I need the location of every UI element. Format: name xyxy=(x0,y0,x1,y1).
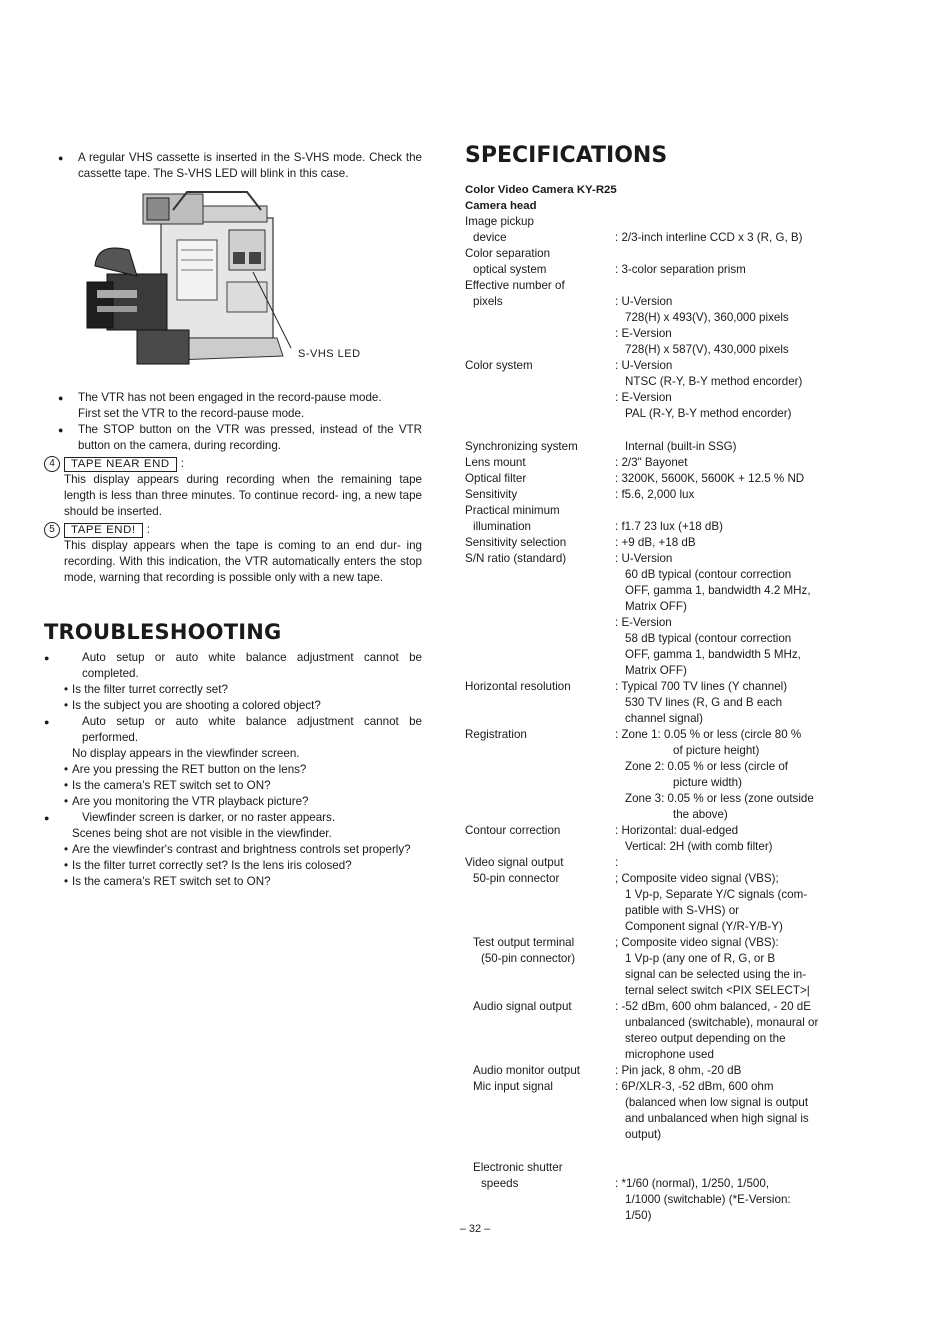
spec-row-color-system: Color system : U-Version NTSC (R-Y, B-Y method encorder) : E-Version PAL (R-Y, B-Y method encorder) xyxy=(465,359,803,420)
spec-row-min-illumination: Practical minimum illumination : f1.7 23 lux (+18 dB) xyxy=(465,504,723,533)
spec-row-contour-correction: Contour correction : Horizontal: dual-edged Vertical: 2H (with comb filter) xyxy=(465,824,773,853)
tape-near-end-box: TAPE NEAR END xyxy=(64,457,177,472)
spec-row-electronic-shutter: Electronic shutter speeds : *1/60 (normal), 1/250, 1/500, 1/1000 (switchable) (*E-Version: 1/50) xyxy=(473,1161,791,1222)
spec-row-color-separation: Color separation optical system : 3-color separation prism xyxy=(465,247,746,276)
spec-section: Camera head xyxy=(465,200,537,212)
spec-row-sync-system: Synchronizing system Internal (built-in SSG) xyxy=(465,440,737,453)
spec-row-mic-input: Mic input signal : 6P/XLR-3, -52 dBm, 600 ohm (balanced when low signal is output and unbalanced when high signal is output) xyxy=(473,1080,809,1141)
trouble-item-3-checks xyxy=(44,842,422,890)
left-column xyxy=(44,150,422,890)
check-item: • Is the camera's RET switch set to ON? xyxy=(64,874,422,890)
check-item: • Are the viewfinder's contrast and brightness controls set properly? xyxy=(64,842,422,858)
trouble-item-3-note: Scenes being shot are not visible in the viewfinder. xyxy=(72,827,332,840)
trouble-item-2-note: No display appears in the viewfinder screen. xyxy=(72,747,300,760)
spec-row-sensitivity: Sensitivity : f5.6, 2,000 lux xyxy=(465,488,695,501)
spec-row-lens-mount: Lens mount : 2/3" Bayonet xyxy=(465,456,688,469)
spec-row-optical-filter: Optical filter : 3200K, 5600K, 5600K + 12.5 % ND xyxy=(465,472,805,485)
spec-row-sensitivity-selection: Sensitivity selection : +9 dB, +18 dB xyxy=(465,536,696,549)
bullet-vtr-not-engaged: ● The VTR has not been engaged in the record-pause mode. xyxy=(44,390,422,406)
check-item: • Are you monitoring the VTR playback picture? xyxy=(64,794,422,810)
spec-row-sn-ratio: S/N ratio (standard) : U-Version 60 dB typical (contour correction OFF, gamma 1, bandwidth 4.2 MHz, Matrix OFF) : E-Version 58 dB typical (contour correction OFF, gamma 1, bandwidth 5 MHz, Matrix OFF) xyxy=(465,552,811,677)
display-tape-end-heading: 5 TAPE END! : xyxy=(44,522,422,538)
check-item: • Is the subject you are shooting a colored object? xyxy=(64,698,422,714)
check-item: • Is the filter turret correctly set? xyxy=(64,682,422,698)
check-item: • Are you pressing the RET button on the lens? xyxy=(64,762,422,778)
spec-row-audio-output: Audio signal output : -52 dBm, 600 ohm balanced, - 20 dE unbalanced (switchable), monaural or stereo output depending on the microphone used xyxy=(473,1000,819,1061)
spec-row-test-output: Test output terminal (50-pin connector) ; Composite video signal (VBS): 1 Vp-p (any one of R, G, or B signal can be selected using the in- ternal select switch <PIX SELECT>| xyxy=(473,936,810,997)
circled-number-5: 5 xyxy=(44,522,60,538)
spec-row-horizontal-resolution: Horizontal resolution : Typical 700 TV lines (Y channel) 530 TV lines (R, G and B each channel signal) xyxy=(465,680,788,725)
bullet-vtr-note: First set the VTR to the record-pause mode. xyxy=(78,407,305,420)
trouble-item-auto-setup-completed: ● Auto setup or auto white balance adjustment cannot be completed. xyxy=(44,650,422,682)
check-item: • Is the camera's RET switch set to ON? xyxy=(64,778,422,794)
bullet-stop-button: ● The STOP button on the VTR was pressed, instead of the VTR button on the camera, during recording. xyxy=(44,422,422,454)
spec-row-registration: Registration : Zone 1: 0.05 % or less (circle 80 % of picture height) Zone 2: 0.05 % or less (circle of picture width) Zone 3: 0.05 % or less (zone outside the above) xyxy=(465,728,814,821)
display-tape-end-text: This display appears when the tape is coming to an end dur- ing recording. With this indication, the VTR automatically enters the stop mode, warning that recording is possible only with a new tape. xyxy=(64,539,422,584)
circled-number-4: 4 xyxy=(44,456,60,472)
spec-row-audio-monitor: Audio monitor output : Pin jack, 8 ohm, -20 dB xyxy=(473,1064,742,1077)
tape-end-box: TAPE END! xyxy=(64,523,143,538)
svhs-led-label: S-VHS LED xyxy=(298,348,361,360)
display-tape-near-end-text: This display appears during recording when the remaining tape length is less than three minutes. To continue record- ing, a new tape should be inserted. xyxy=(64,473,422,518)
trouble-item-2-checks xyxy=(44,762,422,810)
spec-row-video-output: Video signal output 50-pin connector : ; Composite video signal (VBS); 1 Vp-p, Separate Y/C signals (com- patible with S-VHS) or Component signal (Y/R-Y/B-Y) xyxy=(465,856,808,933)
specifications-heading: SPECIFICATIONS xyxy=(465,143,668,168)
trouble-item-auto-setup-performed: ● Auto setup or auto white balance adjustment cannot be performed. xyxy=(44,714,422,746)
trouble-item-1-checks xyxy=(44,682,422,714)
trouble-item-viewfinder: ● Viewfinder screen is darker, or no raster appears. xyxy=(44,810,422,826)
right-column xyxy=(465,143,905,1224)
spec-row-image-pickup: Image pickup device : 2/3-inch interline CCD x 3 (R, G, B) xyxy=(465,215,803,244)
display-tape-near-end-heading: 4 TAPE NEAR END : xyxy=(44,456,422,472)
check-item: • Is the filter turret correctly set? Is the lens iris colosed? xyxy=(64,858,422,874)
camera-drawing xyxy=(77,190,297,378)
bullet-vhs-cassette: ● A regular VHS cassette is inserted in the S-VHS mode. Check the cassette tape. The S-VHS LED will blink in this case. xyxy=(44,150,422,182)
camera-illustration xyxy=(44,190,422,378)
spec-row-effective-pixels: Effective number of pixels : U-Version 728(H) x 493(V), 360,000 pixels : E-Version 728(H) x 587(V), 430,000 pixels xyxy=(465,279,789,356)
spec-model: Color Video Camera KY-R25 xyxy=(465,184,617,196)
troubleshooting-heading: TROUBLESHOOTING xyxy=(44,620,282,644)
page-number: – 32 – xyxy=(459,1223,491,1235)
